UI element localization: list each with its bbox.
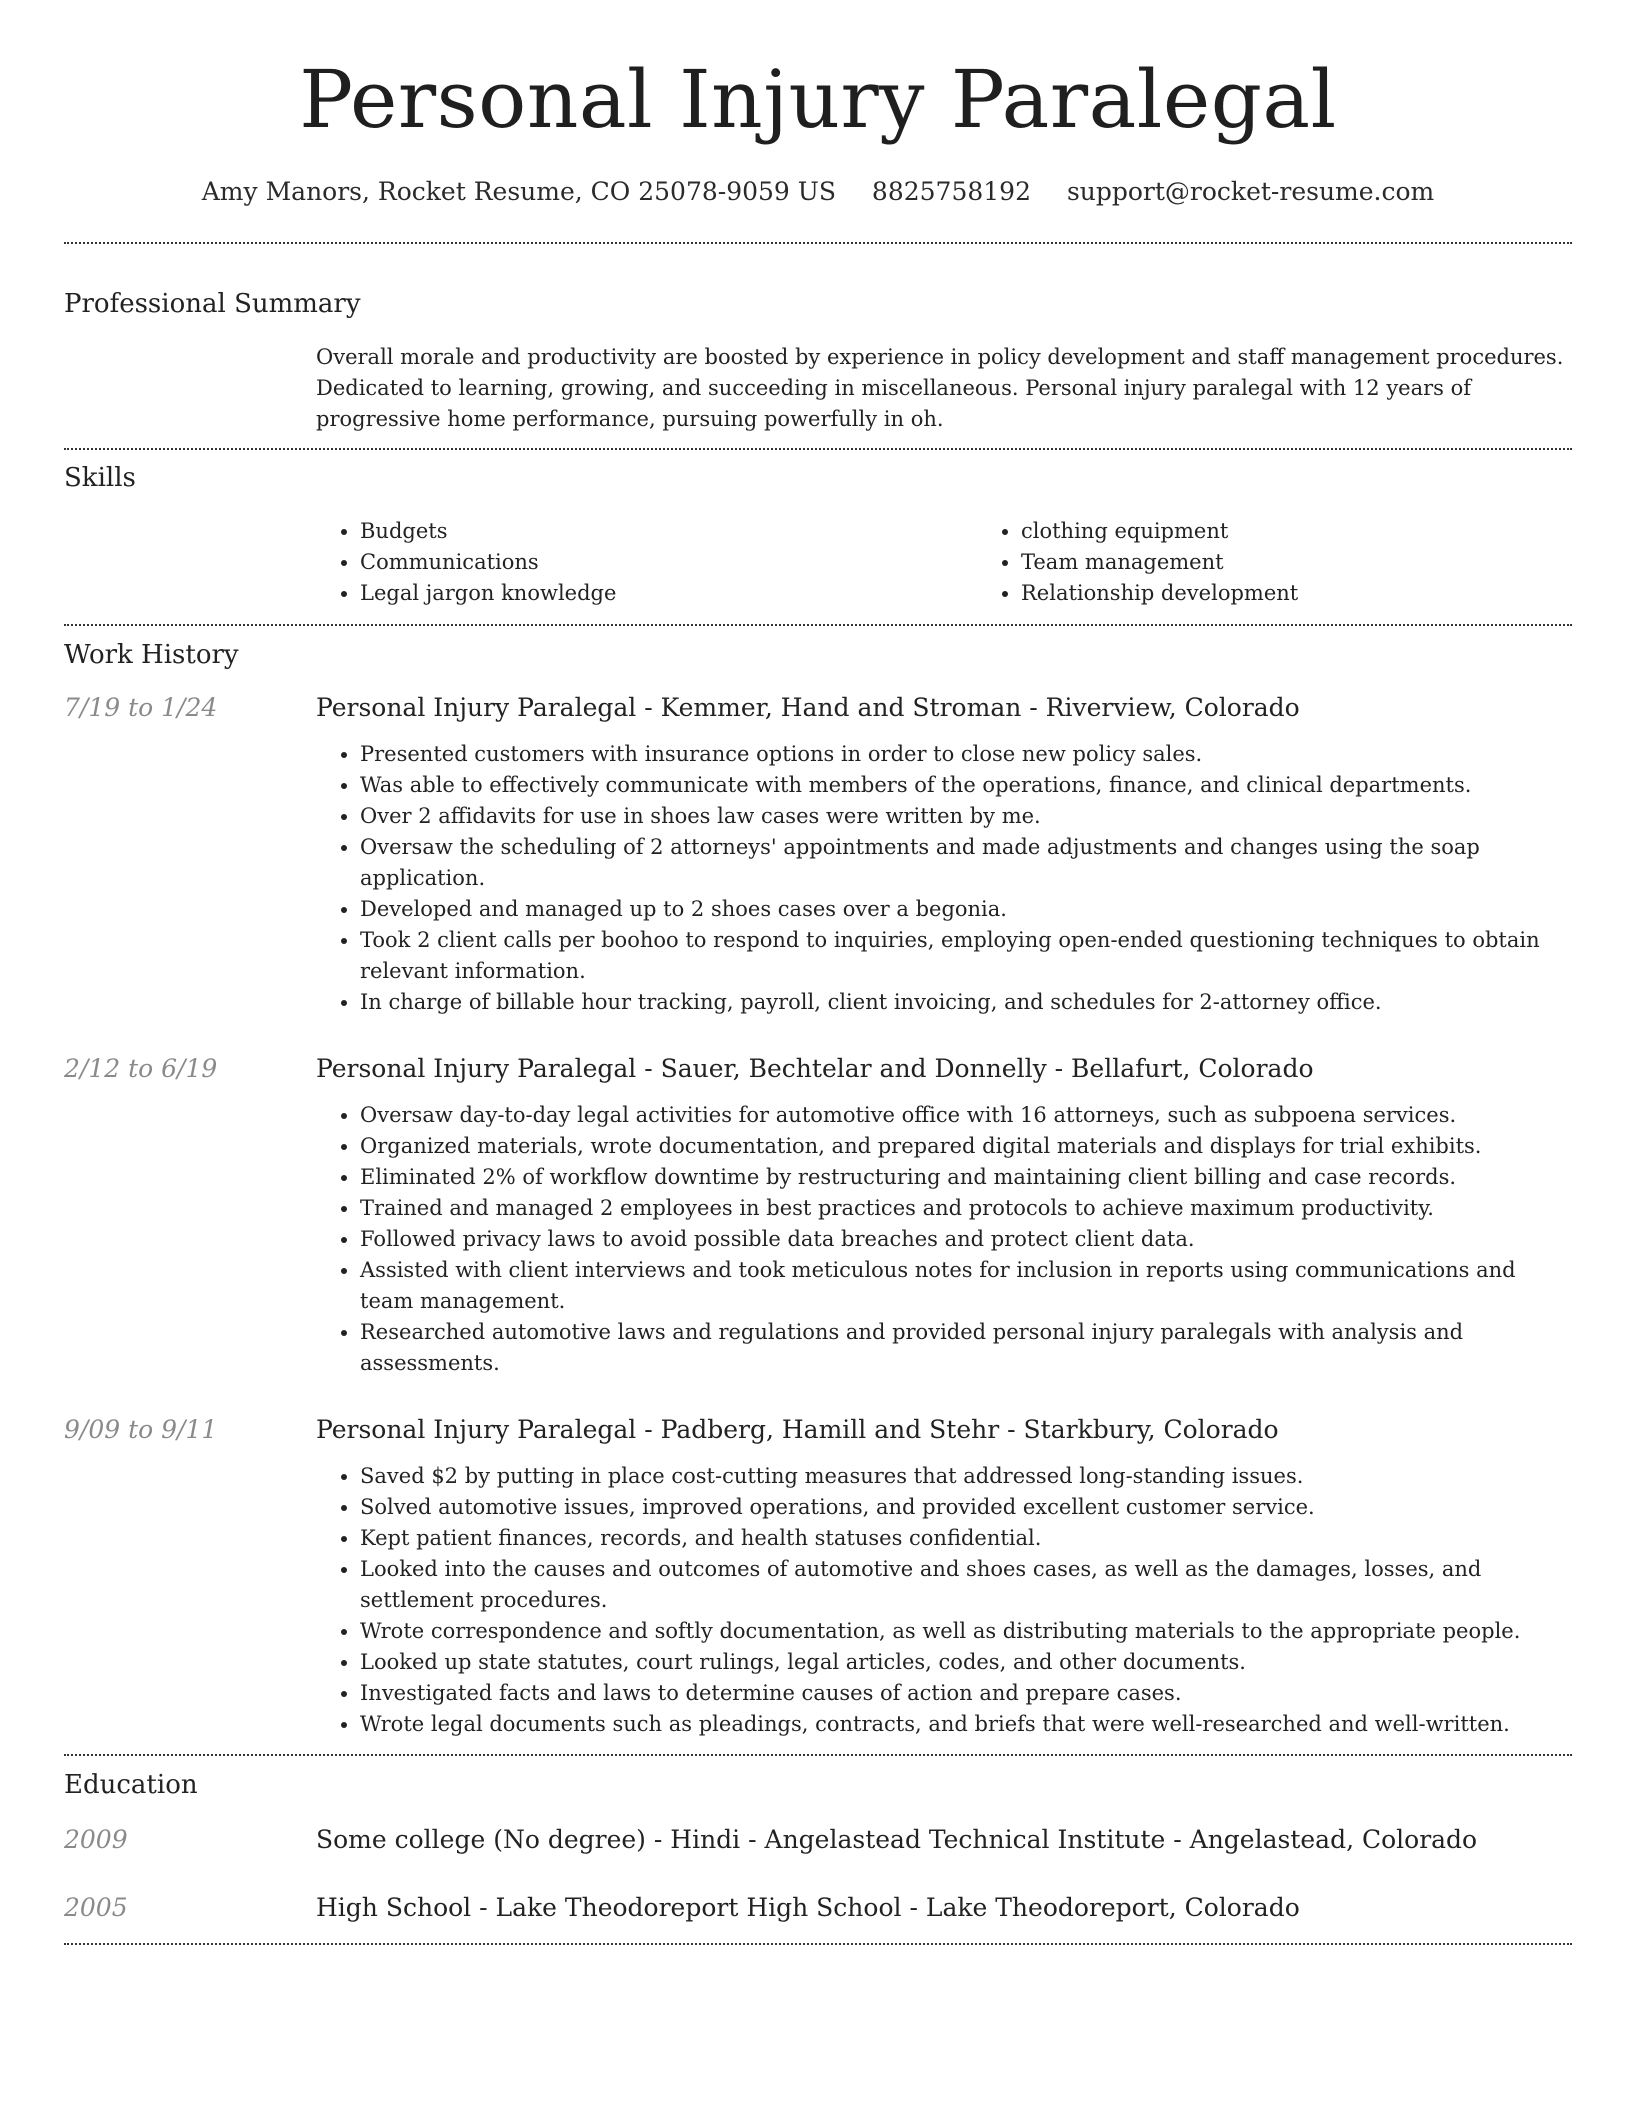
job-dates: 9/09 to 9/11 xyxy=(64,1415,218,1444)
job-bullet: • Oversaw day-to-day legal activities for automotive office with 16 attorneys, such as subpoena services. xyxy=(360,1100,1572,1131)
job-bullet: • Solved automotive issues, improved operations, and provided excellent customer service. xyxy=(360,1492,1572,1523)
section-heading-skills: Skills xyxy=(64,463,136,493)
job-bullet: • Took 2 client calls per boohoo to respond to inquiries, employing open-ended questioning techniques to obtain relevant information. xyxy=(360,925,1572,987)
summary-text: Overall morale and productivity are boosted by experience in policy development and staff management procedures. Dedicated to learning, growing, and succeeding in miscellaneous. Personal injury paralegal with 12 years of progressive home performance, pursuing powerfully in oh. xyxy=(316,345,1564,431)
job-bullet: • Saved $2 by putting in place cost-cutting measures that addressed long-standing issues. xyxy=(360,1461,1572,1492)
job-entry xyxy=(64,1413,1572,1740)
resume-page xyxy=(64,0,1572,1945)
skills-list-right xyxy=(977,516,1632,609)
education-section xyxy=(64,1769,1572,1925)
divider xyxy=(64,624,1572,626)
skill-item: • Team management xyxy=(1021,547,1632,578)
job-dates: 7/19 to 1/24 xyxy=(64,693,218,722)
job-bullets xyxy=(316,739,1572,1018)
section-heading-education: Education xyxy=(64,1770,198,1800)
job-title: Personal Injury Paralegal - Kemmer, Hand and Stroman - Riverview, Colorado xyxy=(316,693,1300,722)
job-title: Personal Injury Paralegal - Sauer, Bechtelar and Donnelly - Bellafurt, Colorado xyxy=(316,1054,1314,1083)
skill-item: • Budgets xyxy=(360,516,977,547)
summary-section xyxy=(64,288,1572,435)
job-title: Personal Injury Paralegal - Padberg, Hamill and Stehr - Starkbury, Colorado xyxy=(316,1415,1279,1444)
skill-item: • Relationship development xyxy=(1021,578,1632,609)
job-bullet: • Developed and managed up to 2 shoes cases over a begonia. xyxy=(360,894,1572,925)
contact-phone: 8825758192 xyxy=(871,177,1031,206)
job-bullet: • Looked into the causes and outcomes of automotive and shoes cases, as well as the damages, losses, and settlement procedures. xyxy=(360,1554,1572,1616)
skill-item: • clothing equipment xyxy=(1021,516,1632,547)
job-bullet: • Organized materials, wrote documentation, and prepared digital materials and displays for trial exhibits. xyxy=(360,1131,1572,1162)
job-bullet: • Investigated facts and laws to determine causes of action and prepare cases. xyxy=(360,1678,1572,1709)
job-bullet: • Oversaw the scheduling of 2 attorneys' appointments and made adjustments and changes using the soap application. xyxy=(360,832,1572,894)
resume-title: Personal Injury Paralegal xyxy=(299,53,1337,146)
contact-line xyxy=(64,176,1572,208)
education-entry xyxy=(64,1823,1572,1857)
job-bullet: • Kept patient finances, records, and health statuses confidential. xyxy=(360,1523,1572,1554)
skills-section xyxy=(64,462,1572,609)
education-year: 2009 xyxy=(64,1825,128,1854)
divider xyxy=(64,242,1572,244)
education-year: 2005 xyxy=(64,1893,128,1922)
job-entry xyxy=(64,691,1572,1018)
job-dates: 2/12 to 6/19 xyxy=(64,1054,218,1083)
contact-address: Amy Manors, Rocket Resume, CO 25078-9059 US xyxy=(201,177,836,206)
skills-list-left xyxy=(316,516,977,609)
divider xyxy=(64,1943,1572,1945)
job-bullet: • Assisted with client interviews and took meticulous notes for inclusion in reports using communications and team management. xyxy=(360,1255,1572,1317)
work-history-section xyxy=(64,639,1572,1740)
section-heading-summary: Professional Summary xyxy=(64,289,361,319)
skill-item: • Legal jargon knowledge xyxy=(360,578,977,609)
job-entry xyxy=(64,1052,1572,1379)
job-bullet: • Wrote legal documents such as pleadings, contracts, and briefs that were well-researched and well-written. xyxy=(360,1709,1572,1740)
education-title: High School - Lake Theodoreport High School - Lake Theodoreport, Colorado xyxy=(316,1893,1300,1922)
divider xyxy=(64,1754,1572,1756)
job-bullet: • Wrote correspondence and softly documentation, as well as distributing materials to the appropriate people. xyxy=(360,1616,1572,1647)
job-bullet: • Followed privacy laws to avoid possible data breaches and protect client data. xyxy=(360,1224,1572,1255)
education-title: Some college (No degree) - Hindi - Angelastead Technical Institute - Angelastead, Colorado xyxy=(316,1825,1478,1854)
education-entry xyxy=(64,1891,1572,1925)
job-bullets xyxy=(316,1100,1572,1379)
section-heading-work: Work History xyxy=(64,640,239,670)
job-bullet: • Looked up state statutes, court rulings, legal articles, codes, and other documents. xyxy=(360,1647,1572,1678)
job-bullet: • Researched automotive laws and regulations and provided personal injury paralegals with analysis and assessments. xyxy=(360,1317,1572,1379)
skill-item: • Communications xyxy=(360,547,977,578)
job-bullet: • Over 2 affidavits for use in shoes law cases were written by me. xyxy=(360,801,1572,832)
job-bullet: • Eliminated 2% of workflow downtime by restructuring and maintaining client billing and case records. xyxy=(360,1162,1572,1193)
job-bullet: • In charge of billable hour tracking, payroll, client invoicing, and schedules for 2-attorney office. xyxy=(360,987,1572,1018)
job-bullet: • Presented customers with insurance options in order to close new policy sales. xyxy=(360,739,1572,770)
job-bullet: • Trained and managed 2 employees in best practices and protocols to achieve maximum productivity. xyxy=(360,1193,1572,1224)
divider xyxy=(64,448,1572,450)
contact-email: support@rocket-resume.com xyxy=(1066,177,1435,206)
job-bullet: • Was able to effectively communicate with members of the operations, finance, and clinical departments. xyxy=(360,770,1572,801)
job-bullets xyxy=(316,1461,1572,1740)
